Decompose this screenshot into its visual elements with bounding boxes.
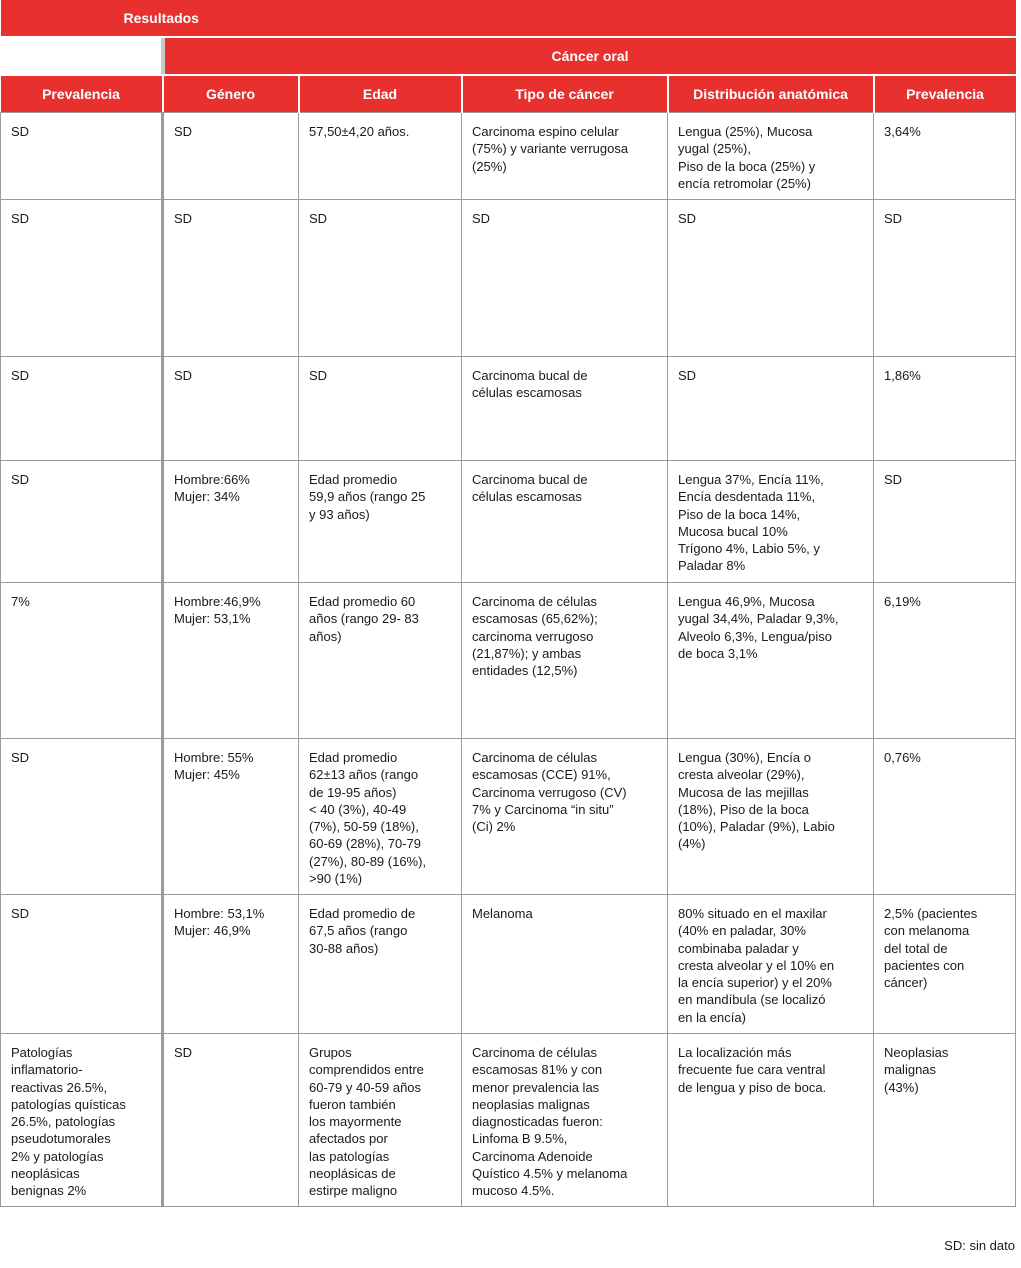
- col-header-edad: Edad: [299, 76, 462, 113]
- cell: 7%: [1, 583, 163, 739]
- cell: Edad promedio 60 años (rango 29- 83 años): [299, 583, 462, 739]
- cell: 1,86%: [874, 357, 1016, 461]
- col-header-tipo-cancer: Tipo de cáncer: [462, 76, 668, 113]
- cell: SD: [299, 200, 462, 357]
- cell: La localización más frecuente fue cara ventral de lengua y piso de boca.: [668, 1034, 874, 1207]
- col-header-prevalencia-2: Prevalencia: [874, 76, 1016, 113]
- cell: Carcinoma bucal de células escamosas: [462, 461, 668, 583]
- cell: Carcinoma de células escamosas (65,62%); carcinoma verrugoso (21,87%); y ambas entidades (12,5%): [462, 583, 668, 739]
- cell: SD: [163, 200, 299, 357]
- cell: Hombre:46,9% Mujer: 53,1%: [163, 583, 299, 739]
- cell: 57,50±4,20 años.: [299, 113, 462, 200]
- cell: Lengua 46,9%, Mucosa yugal 34,4%, Paladar 9,3%, Alveolo 6,3%, Lengua/piso de boca 3,1%: [668, 583, 874, 739]
- cell: SD: [1, 200, 163, 357]
- table-row: [1, 113, 1016, 200]
- header-resultados: Resultados: [1, 0, 1016, 36]
- cell: SD: [1, 357, 163, 461]
- cell: Grupos comprendidos entre 60-79 y 40-59 años fueron también los mayormente afectados por las patologías neoplásicas de estirpe maligno: [299, 1034, 462, 1207]
- footnote: SD: sin dato: [944, 1238, 1015, 1253]
- cell: SD: [874, 461, 1016, 583]
- cell: SD: [1, 461, 163, 583]
- cell: SD: [462, 200, 668, 357]
- cell: SD: [163, 357, 299, 461]
- table-row: [1, 739, 1016, 895]
- cell: Patologías inflamatorio- reactivas 26.5%, patologías quísticas 26.5%, patologías pseudotumorales 2% y patologías neoplásicas benignas 2%: [1, 1034, 163, 1207]
- cell: Hombre:66% Mujer: 34%: [163, 461, 299, 583]
- cell: SD: [1, 739, 163, 895]
- cell: Carcinoma de células escamosas (CCE) 91%, Carcinoma verrugoso (CV) 7% y Carcinoma “in situ” (Ci) 2%: [462, 739, 668, 895]
- cell: Carcinoma bucal de células escamosas: [462, 357, 668, 461]
- cell: Carcinoma espino celular (75%) y variante verrugosa (25%): [462, 113, 668, 200]
- cell: 80% situado en el maxilar (40% en paladar, 30% combinaba paladar y cresta alveolar y el 10% en la encía superior) y el 20% en mandíbula (se localizó en la encía): [668, 895, 874, 1034]
- cell: SD: [874, 200, 1016, 357]
- cell: Hombre: 55% Mujer: 45%: [163, 739, 299, 895]
- cell: Edad promedio 59,9 años (rango 25 y 93 años): [299, 461, 462, 583]
- table-row: [1, 1034, 1016, 1207]
- table-row: [1, 895, 1016, 1034]
- cell: Lengua (30%), Encía o cresta alveolar (29%), Mucosa de las mejillas (18%), Piso de la boca (10%), Paladar (9%), Labio (4%): [668, 739, 874, 895]
- cell: SD: [668, 200, 874, 357]
- header-cancer-oral: Cáncer oral: [163, 38, 1016, 74]
- table-row: [1, 200, 1016, 357]
- cell: 2,5% (pacientes con melanoma del total de pacientes con cáncer): [874, 895, 1016, 1034]
- cell: Carcinoma de células escamosas 81% y con menor prevalencia las neoplasias malignas diagnosticadas fueron: Linfoma B 9.5%, Carcinoma Adenoide Quístico 4.5% y melanoma mucoso 4.5%.: [462, 1034, 668, 1207]
- col-header-genero: Género: [163, 76, 299, 113]
- cell: SD: [163, 1034, 299, 1207]
- cell: SD: [1, 895, 163, 1034]
- cell: 3,64%: [874, 113, 1016, 200]
- table-row: [1, 357, 1016, 461]
- col-header-prevalencia: Prevalencia: [1, 76, 163, 113]
- cell: SD: [668, 357, 874, 461]
- col-header-distribucion: Distribución anatómica: [668, 76, 874, 113]
- cell: SD: [299, 357, 462, 461]
- cell: Neoplasias malignas (43%): [874, 1034, 1016, 1207]
- cell: Edad promedio 62±13 años (rango de 19-95 años) < 40 (3%), 40-49 (7%), 50-59 (18%), 60-69 (28%), 70-79 (27%), 80-89 (16%), >90 (1%): [299, 739, 462, 895]
- cell: Lengua (25%), Mucosa yugal (25%), Piso de la boca (25%) y encía retromolar (25%): [668, 113, 874, 200]
- cell: Lengua 37%, Encía 11%, Encía desdentada 11%, Piso de la boca 14%, Mucosa bucal 10% Trígono 4%, Labio 5%, y Paladar 8%: [668, 461, 874, 583]
- cell: SD: [1, 113, 163, 200]
- cell: SD: [163, 113, 299, 200]
- cell: Hombre: 53,1% Mujer: 46,9%: [163, 895, 299, 1034]
- cell: 0,76%: [874, 739, 1016, 895]
- table-row: [1, 583, 1016, 739]
- table-row: [1, 461, 1016, 583]
- cell: 6,19%: [874, 583, 1016, 739]
- header-spacer: [1, 38, 163, 74]
- cell: Edad promedio de 67,5 años (rango 30-88 años): [299, 895, 462, 1034]
- cell: Melanoma: [462, 895, 668, 1034]
